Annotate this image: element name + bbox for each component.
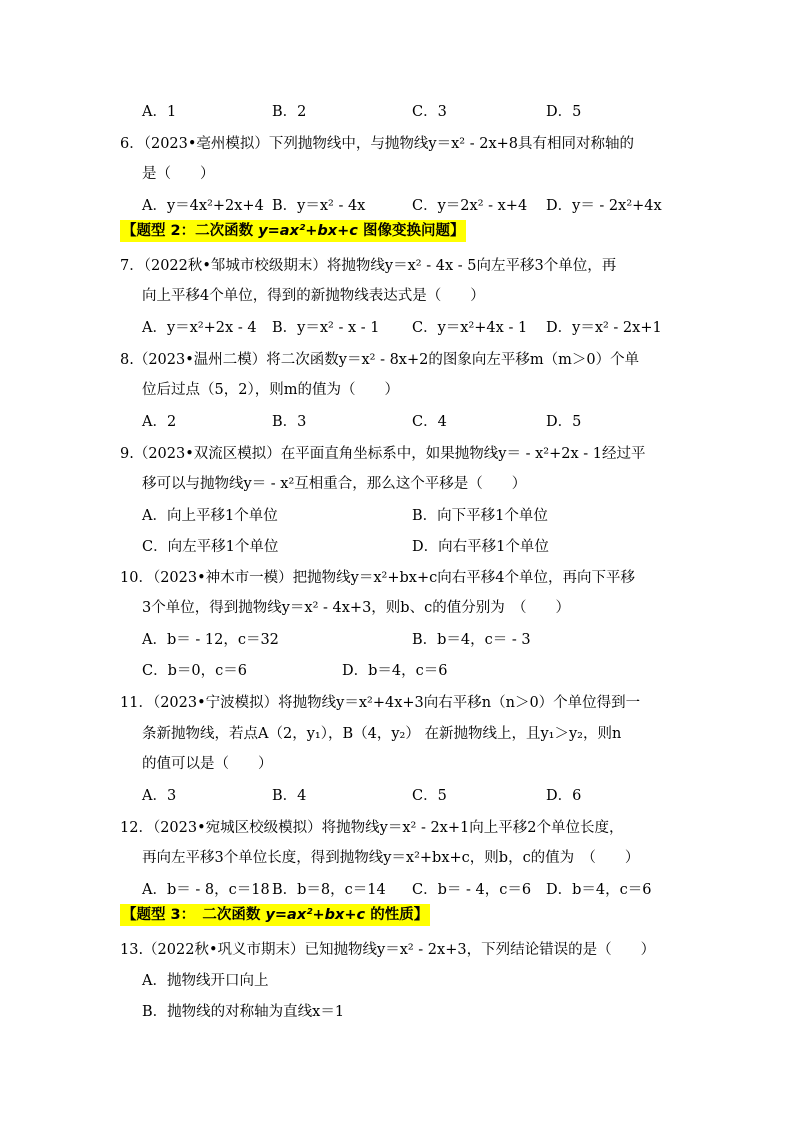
q5-option-a: A．1	[142, 104, 177, 120]
q12-option-c: C．b＝ - 4，c＝6	[412, 882, 532, 898]
q8-option-d: D．5	[546, 414, 582, 430]
q8-option-c: C．4	[412, 414, 447, 430]
q10-stem-line1: 10．（2023•神木市一模）把抛物线y＝x²+bx+c向右平移4个单位，再向下平移	[120, 570, 635, 586]
q9-option-a: A．向上平移1个单位	[142, 508, 278, 524]
q5-option-d: D．5	[546, 104, 582, 120]
q10-stem-line2: 3个单位，得到抛物线y＝x² - 4x+3，则b、c的值分别为 （ ）	[142, 600, 570, 616]
q9-stem-line1: 9.（2023•双流区模拟）在平面直角坐标系中，如果抛物线y＝ - x²+2x - 1经过平	[120, 446, 646, 462]
q6-option-c: C．y＝2x² - x+4	[412, 198, 528, 214]
q9-stem-line2: 移可以与抛物线y＝ - x²互相重合，那么这个平移是（ ）	[142, 476, 527, 492]
q7-stem-line1: 7．（2022秋•邹城市校级期末）将抛物线y＝x² - 4x - 5向左平移3个单位，再	[120, 258, 617, 274]
q13-stem-line1: 13.（2022秋•巩义市期末）已知抛物线y＝x² - 2x+3，下列结论错误的是（ ）	[120, 942, 656, 958]
q7-option-d: D．y＝x² - 2x+1	[546, 320, 662, 336]
section2-suffix: 图像变换问题】	[357, 223, 465, 239]
q5-option-b: B．2	[272, 104, 307, 120]
q12-stem-line1: 12．（2023•宛城区校级模拟）将抛物线y＝x² - 2x+1向上平移2个单位长度，	[120, 820, 624, 836]
q11-stem-line2: 条新抛物线，若点A（2，y₁），B（4，y₂） 在新抛物线上，且y₁＞y₂，则n	[142, 726, 622, 742]
q9-option-d: D．向右平移1个单位	[412, 539, 549, 555]
q12-option-d: D．b＝4，c＝6	[546, 882, 652, 898]
q13-option-b: B．抛物线的对称轴为直线x＝1	[142, 1004, 345, 1020]
section3-formula: y=ax²+bx+c	[265, 907, 366, 923]
q6-stem-line1: 6．（2023•亳州模拟）下列抛物线中，与抛物线y＝x² - 2x+8具有相同对称轴的	[120, 136, 635, 152]
q6-option-b: B．y＝x² - 4x	[272, 198, 366, 214]
q8-stem-line1: 8.（2023•温州二模）将二次函数y＝x² - 8x+2的图象向左平移m（m＞0）个单	[120, 352, 640, 368]
q8-option-b: B．3	[272, 414, 307, 430]
q10-option-c: C．b＝0，c＝6	[142, 663, 247, 679]
q12-option-a: A．b＝ - 8，c＝18	[142, 882, 270, 898]
q10-option-a: A．b＝ - 12，c＝32	[142, 632, 279, 648]
section2-formula: y=ax²+bx+c	[258, 223, 358, 239]
q12-stem-line2: 再向左平移3个单位长度，得到抛物线y＝x²+bx+c，则b，c的值为 （ ）	[142, 850, 640, 866]
q8-option-a: A．2	[142, 414, 177, 430]
q10-option-d: D．b＝4，c＝6	[342, 663, 448, 679]
q6-option-a: A．y＝4x²+2x+4	[142, 198, 264, 214]
q8-stem-line2: 位后过点（5，2），则m的值为（ ）	[142, 382, 399, 398]
q11-stem-line1: 11．（2023•宁波模拟）将抛物线y＝x²+4x+3向右平移n（n＞0）个单位得到一	[120, 695, 641, 711]
q7-option-b: B．y＝x² - x - 1	[272, 320, 380, 336]
section-heading-type2	[120, 220, 466, 242]
section3-suffix: 的性质】	[365, 907, 429, 923]
q10-option-b: B．b＝4，c＝ - 3	[412, 632, 531, 648]
q6-option-d: D．y＝ - 2x²+4x	[546, 198, 662, 214]
q9-option-c: C．向左平移1个单位	[142, 539, 279, 555]
section-heading-type3	[120, 904, 430, 926]
q6-stem-line2: 是（ ）	[142, 166, 215, 182]
q11-option-b: B．4	[272, 788, 307, 804]
section3-prefix: 【题型 3： 二次函数	[122, 907, 266, 923]
q9-option-b: B．向下平移1个单位	[412, 508, 548, 524]
section2-prefix: 【题型 2：二次函数	[122, 223, 259, 239]
q7-option-c: C．y＝x²+4x - 1	[412, 320, 528, 336]
q5-option-c: C．3	[412, 104, 447, 120]
q12-option-b: B．b＝8，c＝14	[272, 882, 386, 898]
q11-option-c: C．5	[412, 788, 447, 804]
q7-option-a: A．y＝x²+2x - 4	[142, 320, 257, 336]
q11-stem-line3: 的值可以是（ ）	[142, 756, 273, 772]
q11-option-d: D．6	[546, 788, 582, 804]
q7-stem-line2: 向上平移4个单位，得到的新抛物线表达式是（ ）	[142, 288, 485, 304]
q13-option-a: A．抛物线开口向上	[142, 973, 269, 989]
q11-option-a: A．3	[142, 788, 177, 804]
